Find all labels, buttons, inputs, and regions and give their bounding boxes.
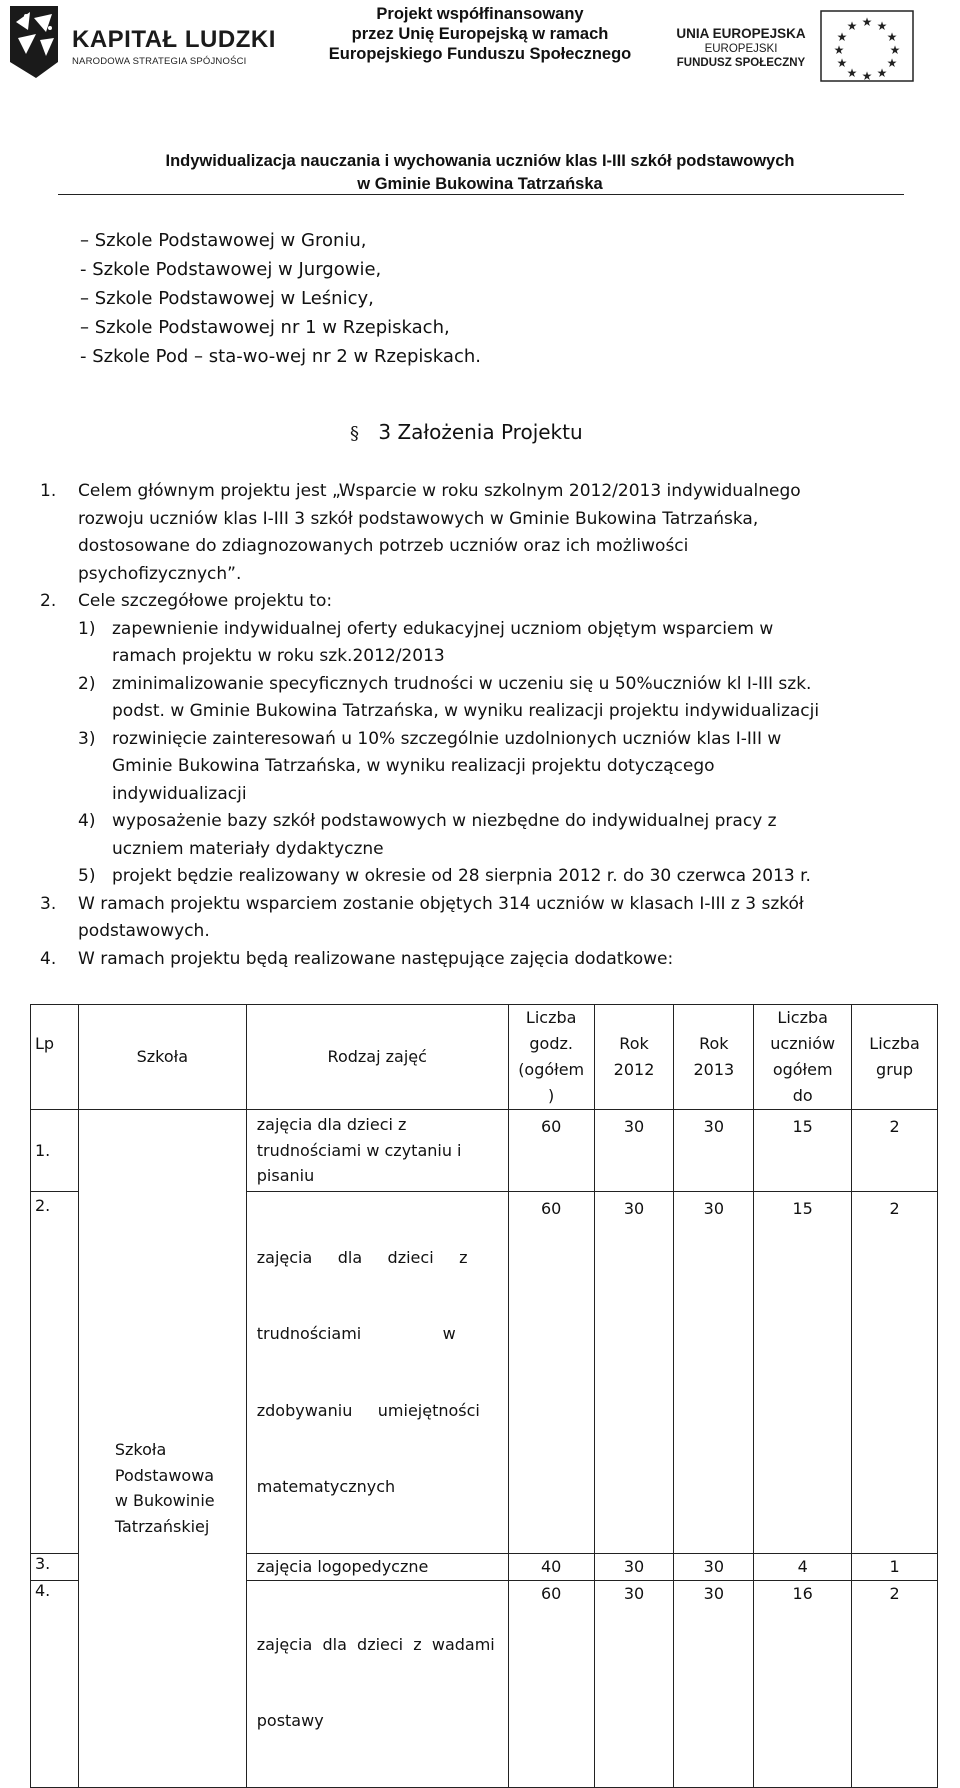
table-header-row	[31, 1005, 938, 1110]
svg-text:★: ★	[833, 43, 845, 57]
item-line: podstawowych.	[78, 921, 210, 941]
header-line: 2013	[693, 1060, 735, 1079]
cell-line: zajęcia dla dzieci z	[256, 1115, 407, 1134]
svg-text:★: ★	[836, 56, 848, 70]
cell-rodzaj	[246, 1191, 508, 1553]
logo-title: KAPITAŁ LUDZKI	[72, 26, 276, 53]
cell-godz: 60	[508, 1110, 594, 1192]
header-divider	[58, 194, 904, 195]
cell-rok-2012: 30	[594, 1580, 674, 1787]
sub-item	[40, 863, 920, 891]
header-line: uczniów	[770, 1034, 836, 1053]
sub-item-line: ramach projektu w roku szk.2012/2013	[112, 646, 445, 666]
school-name-line: w Bukowinie	[114, 1491, 215, 1511]
header-line: godz.	[529, 1034, 573, 1053]
list-item	[40, 891, 920, 946]
header-lp	[31, 1005, 79, 1110]
svg-text:★: ★	[889, 43, 901, 57]
cell-grup: 2	[852, 1191, 938, 1553]
sub-item	[40, 808, 920, 863]
table-row	[31, 1110, 938, 1192]
item-line: W ramach projektu wsparciem zostanie objętych 314 uczniów w klasach I-III z 3 szkół	[78, 893, 804, 914]
eu-line-3: FUNDUSZ SPOŁECZNY	[676, 57, 806, 69]
list-item: – Szkole Podstawowej w Leśnicy,	[80, 288, 374, 309]
cell-line: trudnościami w	[256, 1324, 456, 1343]
project-title-line-2: w Gminie Bukowina Tatrzańska	[357, 175, 603, 193]
header-rok-2013	[674, 1005, 754, 1110]
header-line: (ogółem	[518, 1060, 585, 1079]
cell-lp	[31, 1553, 79, 1580]
project-title-line-1: Indywidualizacja nauczania i wychowania uczniów klas I-III szkół podstawowych	[165, 152, 795, 170]
header-line: do	[792, 1086, 813, 1105]
cell-rok-2013: 30	[674, 1191, 754, 1553]
specific-goals-list	[40, 616, 920, 891]
cofinancing-note	[250, 4, 710, 64]
list-item: – Szkole Podstawowej nr 1 w Rzepiskach,	[80, 317, 450, 338]
cell-rok-2013: 30	[674, 1580, 754, 1787]
cell-lp	[31, 1580, 79, 1787]
cofinancing-line-2: przez Unię Europejską w ramach	[351, 25, 609, 43]
eu-line-2: EUROPEJSKI	[704, 43, 778, 55]
sub-item-number: 3)	[78, 728, 96, 749]
cell-lp-value: 1.	[35, 1140, 51, 1160]
item-line: dostosowane do zdiagnozowanych potrzeb uczniów oraz ich możliwości	[78, 536, 689, 556]
cell-godz: 60	[508, 1580, 594, 1787]
header-lp-label: Lp	[35, 1034, 55, 1053]
cell-rodzaj	[246, 1553, 508, 1580]
sub-item	[40, 671, 920, 726]
cell-line: postawy	[256, 1711, 324, 1730]
cell-line: matematycznych	[256, 1477, 396, 1496]
sub-item	[40, 616, 920, 671]
cell-rok-2012: 30	[594, 1191, 674, 1553]
svg-text:★: ★	[876, 19, 888, 33]
sub-item	[40, 726, 920, 809]
item-line: rozwoju uczniów klas I-III 3 szkół podstawowych w Gminie Bukowina Tatrzańska,	[78, 508, 759, 529]
sub-item-line: projekt będzie realizowany w okresie od 28 sierpnia 2012 r. do 30 czerwca 2013 r.	[112, 866, 811, 886]
header-line: grup	[876, 1060, 914, 1079]
item-line: Cele szczegółowe projektu to:	[78, 591, 333, 611]
cell-rok-2012: 30	[594, 1110, 674, 1192]
cell-line: zajęcia logopedyczne	[256, 1556, 429, 1576]
cell-lp-value: 3.	[35, 1553, 51, 1573]
cell-uczniow: 16	[754, 1580, 852, 1787]
item-number: 2.	[40, 591, 57, 611]
project-title	[0, 150, 960, 196]
cell-line: zdobywaniu umiejętności	[256, 1400, 480, 1420]
objectives-list	[40, 478, 920, 973]
list-item	[40, 478, 920, 588]
cell-uczniow: 15	[754, 1191, 852, 1553]
header-rok-2012	[594, 1005, 674, 1110]
cell-uczniow: 4	[754, 1553, 852, 1580]
sub-item-line: zminimalizowanie specyficznych trudności w uczeniu się u 50%uczniów kl I-III szk.	[112, 673, 812, 694]
header-liczba-grup	[852, 1005, 938, 1110]
cell-rok-2012: 30	[594, 1553, 674, 1580]
item-number: 3.	[40, 893, 57, 914]
cell-uczniow: 15	[754, 1110, 852, 1192]
cofinancing-line-3: Europejskiego Funduszu Społecznego	[328, 45, 632, 63]
list-item: - Szkole Pod – sta-wo-wej nr 2 w Rzepiskach.	[80, 346, 481, 367]
sub-item-line: podst. w Gminie Bukowina Tatrzańska, w wyniku realizacji projektu indywidualizacji	[112, 701, 820, 721]
item-line: psychofizycznych”.	[78, 563, 242, 584]
item-line: Celem głównym projektu jest „Wsparcie w roku szkolnym 2012/2013 indywidualnego	[78, 481, 801, 501]
header-line: )	[548, 1086, 555, 1105]
item-number: 1.	[40, 481, 57, 501]
section-symbol: §	[350, 423, 359, 444]
sub-item-line: uczniem materiały dydaktyczne	[112, 838, 384, 859]
school-name-line: Tatrzańskiej	[114, 1516, 210, 1536]
school-list	[80, 226, 481, 371]
header-line: Liczba	[777, 1008, 828, 1027]
section-heading	[350, 418, 583, 448]
svg-text:★: ★	[876, 66, 888, 80]
list-item: - Szkole Podstawowej w Jurgowie,	[80, 259, 382, 280]
cell-lp	[31, 1191, 79, 1553]
cell-line: pisaniu	[256, 1166, 315, 1185]
header-szkola	[78, 1005, 246, 1110]
svg-text:★: ★	[846, 19, 858, 33]
cell-godz: 40	[508, 1553, 594, 1580]
header-liczba-uczniow	[754, 1005, 852, 1110]
cofinancing-line-1: Projekt współfinansowany	[376, 5, 584, 23]
cell-line: trudnościami w czytaniu i	[256, 1140, 462, 1160]
cell-szkola	[78, 1110, 246, 1788]
svg-text:★: ★	[886, 56, 898, 70]
item-line: W ramach projektu będą realizowane następujące zajęcia dodatkowe:	[78, 948, 674, 969]
item-number: 4.	[40, 948, 57, 969]
cell-rok-2013: 30	[674, 1110, 754, 1192]
cell-rodzaj	[246, 1110, 508, 1192]
sub-item-number: 2)	[78, 673, 96, 694]
cell-lp-value: 2.	[35, 1195, 51, 1215]
activities-table	[30, 1004, 938, 1788]
cell-grup: 2	[852, 1110, 938, 1192]
header-line: Rok	[619, 1034, 649, 1053]
list-item: – Szkole Podstawowej w Groniu,	[80, 230, 367, 251]
sub-item-line: Gminie Bukowina Tatrzańska, w wyniku realizacji projektu dotyczącego	[112, 756, 715, 776]
sub-item-number: 1)	[78, 618, 96, 639]
header-line: Liczba	[869, 1034, 920, 1053]
cell-grup: 1	[852, 1553, 938, 1580]
cell-lp-value: 4.	[35, 1580, 51, 1600]
svg-text:★: ★	[846, 66, 858, 80]
header-line: Liczba	[525, 1008, 577, 1027]
kapital-ludzki-logo	[6, 4, 276, 80]
header-line: 2012	[613, 1060, 655, 1079]
svg-text:★: ★	[836, 30, 848, 44]
sub-item-number: 5)	[78, 866, 96, 886]
header-szkola-label: Szkoła	[136, 1047, 188, 1066]
sub-item-number: 4)	[78, 811, 96, 831]
cell-rodzaj	[246, 1580, 508, 1787]
eu-line-1: UNIA EUROPEJSKA	[676, 26, 806, 41]
kapital-ludzki-emblem-icon	[6, 4, 64, 80]
logo-subtitle: NARODOWA STRATEGIA SPÓJNOŚCI	[72, 56, 247, 67]
cell-godz: 60	[508, 1191, 594, 1553]
header-line: ogółem	[772, 1060, 833, 1079]
eu-logo-text	[666, 26, 816, 70]
sub-item-line: zapewnienie indywidualnej oferty edukacyjnej uczniom objętym wsparciem w	[112, 618, 774, 639]
section-title: 3 Założenia Projektu	[378, 420, 583, 444]
cell-rok-2013: 30	[674, 1553, 754, 1580]
header-liczba-godz	[508, 1005, 594, 1110]
svg-text:★: ★	[861, 15, 873, 29]
sub-item-line: rozwinięcie zainteresowań u 10% szczególnie uzdolnionych uczniów klas I-III w	[112, 728, 782, 749]
cell-line: zajęcia dla dzieci z	[256, 1247, 468, 1267]
school-name-line: Szkoła Podstawowa	[114, 1440, 215, 1485]
sub-item-line: indywidualizacji	[112, 783, 247, 804]
sub-item-line: wyposażenie bazy szkół podstawowych w niezbędne do indywidualnej pracy z	[112, 811, 777, 831]
list-item	[40, 946, 920, 974]
header-line: Rok	[699, 1034, 729, 1053]
cell-grup: 2	[852, 1580, 938, 1787]
svg-text:★: ★	[886, 30, 898, 44]
list-item	[40, 588, 920, 616]
header-rodzaj	[246, 1005, 508, 1110]
cell-line: zajęcia dla dzieci z wadami	[256, 1634, 495, 1654]
svg-text:★: ★	[861, 69, 873, 82]
header-rodzaj-label: Rodzaj zajęć	[327, 1047, 427, 1066]
cell-lp	[31, 1110, 79, 1192]
eu-flag-icon	[820, 10, 914, 82]
